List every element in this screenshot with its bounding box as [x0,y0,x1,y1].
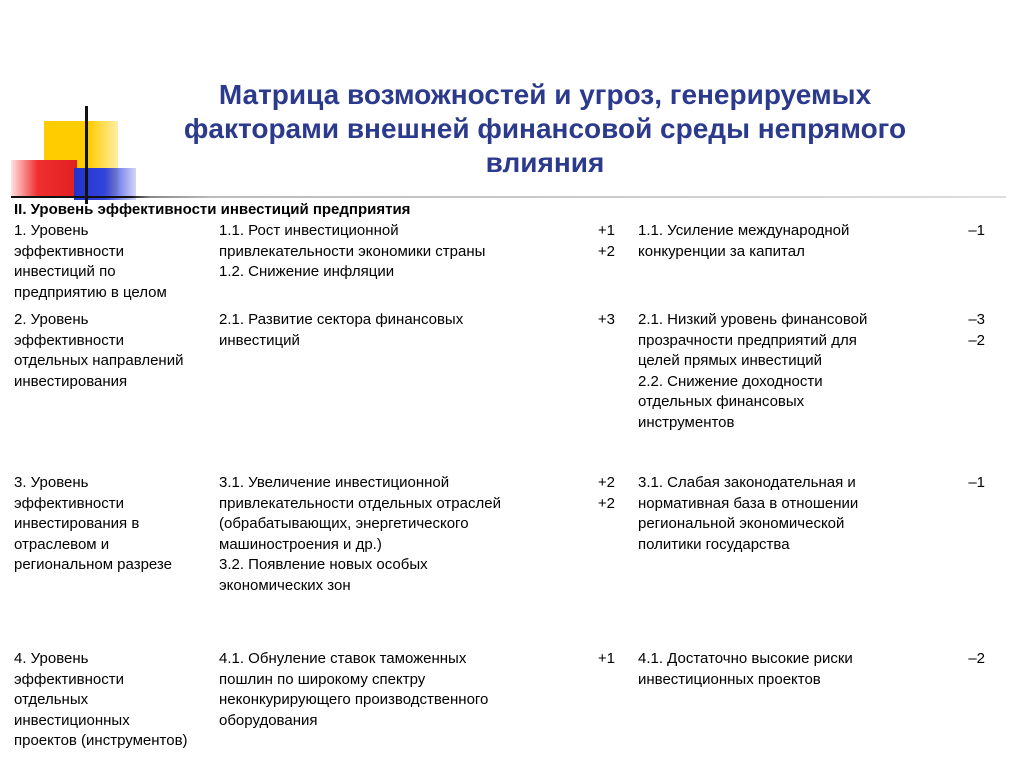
factor-cell [14,221,214,303]
factor-line: эффективности [14,670,125,688]
factor-line: инвестиционных [14,711,130,729]
opportunity-line: привлекательности экономики страны [219,242,486,260]
vertical-line-shape [85,106,88,204]
threat-cell [638,473,938,555]
threat-line: политики государства [638,535,790,553]
opportunity-line: 4.1. Обнуление ставок таможенных [219,650,467,667]
threat-score: –2 [968,331,985,349]
opportunity-score: +3 [597,311,615,328]
threat-cell [638,310,938,433]
factor-line: предприятию в целом [14,283,167,301]
opportunity-line: неконкурирующего производственного [219,691,489,708]
opportunity-line: оборудования [219,711,318,729]
factor-cell [14,310,214,392]
threat-score: –3 [968,311,985,328]
factor-line: 2. Уровень [14,311,89,328]
opportunity-cell [219,649,569,731]
threat-score-cell [955,649,985,670]
opportunity-score: +1 [597,650,615,667]
red-square-shape [11,160,77,198]
factor-line: 4. Уровень [14,650,89,667]
threat-score: –1 [968,474,985,491]
opportunity-score: +2 [597,494,615,512]
factor-line: отдельных направлений [14,352,184,369]
title-divider-line [11,196,1006,198]
opportunity-line: привлекательности отдельных отраслей [219,494,501,512]
factor-line: инвестирования в [14,515,140,532]
opportunity-line: экономических зон [219,576,351,594]
threat-line: отдельных финансовых [638,393,805,410]
opportunity-line: (обрабатывающих, энергетического [219,515,469,532]
threat-cell [638,221,938,262]
threat-line: инвестиционных проектов [638,670,821,688]
threat-score: –2 [968,650,985,667]
opportunity-line: 1.1. Рост инвестиционной [219,222,399,239]
opportunity-score: +2 [597,474,615,491]
opportunity-line: инвестиций [219,331,300,349]
factor-line: эффективности [14,242,125,260]
factor-line: отдельных [14,691,89,708]
opportunity-score: +2 [597,242,615,260]
threat-line: конкуренции за капитал [638,242,805,260]
factor-line: 3. Уровень [14,474,89,491]
opportunity-cell [219,473,569,596]
threat-line: прозрачности предприятий для [638,331,857,349]
opportunity-line: 1.2. Снижение инфляции [219,263,395,280]
threat-line: нормативная база в отношении [638,494,859,512]
opportunity-line: машиностроения и др.) [219,535,382,553]
threat-line: региональной экономической [638,515,845,532]
factor-line: проектов (инструментов) [14,732,188,749]
threat-line: 4.1. Достаточно высокие риски [638,650,853,667]
opportunity-line: 2.1. Развитие сектора финансовых [219,311,464,328]
threat-line: 3.1. Слабая законодательная и [638,474,856,491]
opportunity-cell [219,221,569,283]
factor-line: отраслевом и [14,535,110,553]
opportunity-score-cell [585,310,615,331]
opportunity-line: пошлин по широкому спектру [219,670,426,688]
opportunity-line: 3.2. Появление новых особых [219,556,428,573]
factor-cell [14,649,214,752]
threat-cell [638,649,938,690]
opportunity-score: +1 [597,222,615,239]
factor-line: инвестирования [14,372,128,390]
factor-line: региональном разрезе [14,556,172,573]
threat-score: –1 [968,222,985,239]
section-header: II. Уровень эффективности инвестиций предприятия [14,201,411,218]
threat-line: инструментов [638,413,735,431]
threat-line: целей прямых инвестиций [638,352,822,369]
opportunity-line: 3.1. Увеличение инвестиционной [219,474,450,491]
opportunity-score-cell [585,221,615,262]
opportunity-cell [219,310,569,351]
factor-line: эффективности [14,331,125,349]
opportunity-score-cell [585,473,615,514]
threat-score-cell [955,473,985,494]
factor-cell [14,473,214,576]
factor-line: инвестиций по [14,263,116,280]
opportunity-score-cell [585,649,615,670]
threat-line: 2.2. Снижение доходности [638,372,823,390]
threat-line: 1.1. Усиление международной [638,222,850,239]
threat-line: 2.1. Низкий уровень финансовой [638,311,868,328]
factor-line: 1. Уровень [14,222,89,239]
threat-score-cell [955,221,985,242]
threat-score-cell [955,310,985,351]
factor-line: эффективности [14,494,125,512]
page-title: Матрица возможностей и угроз, генерируемых факторами внешней финансовой среды непрямого влияния [183,79,907,178]
